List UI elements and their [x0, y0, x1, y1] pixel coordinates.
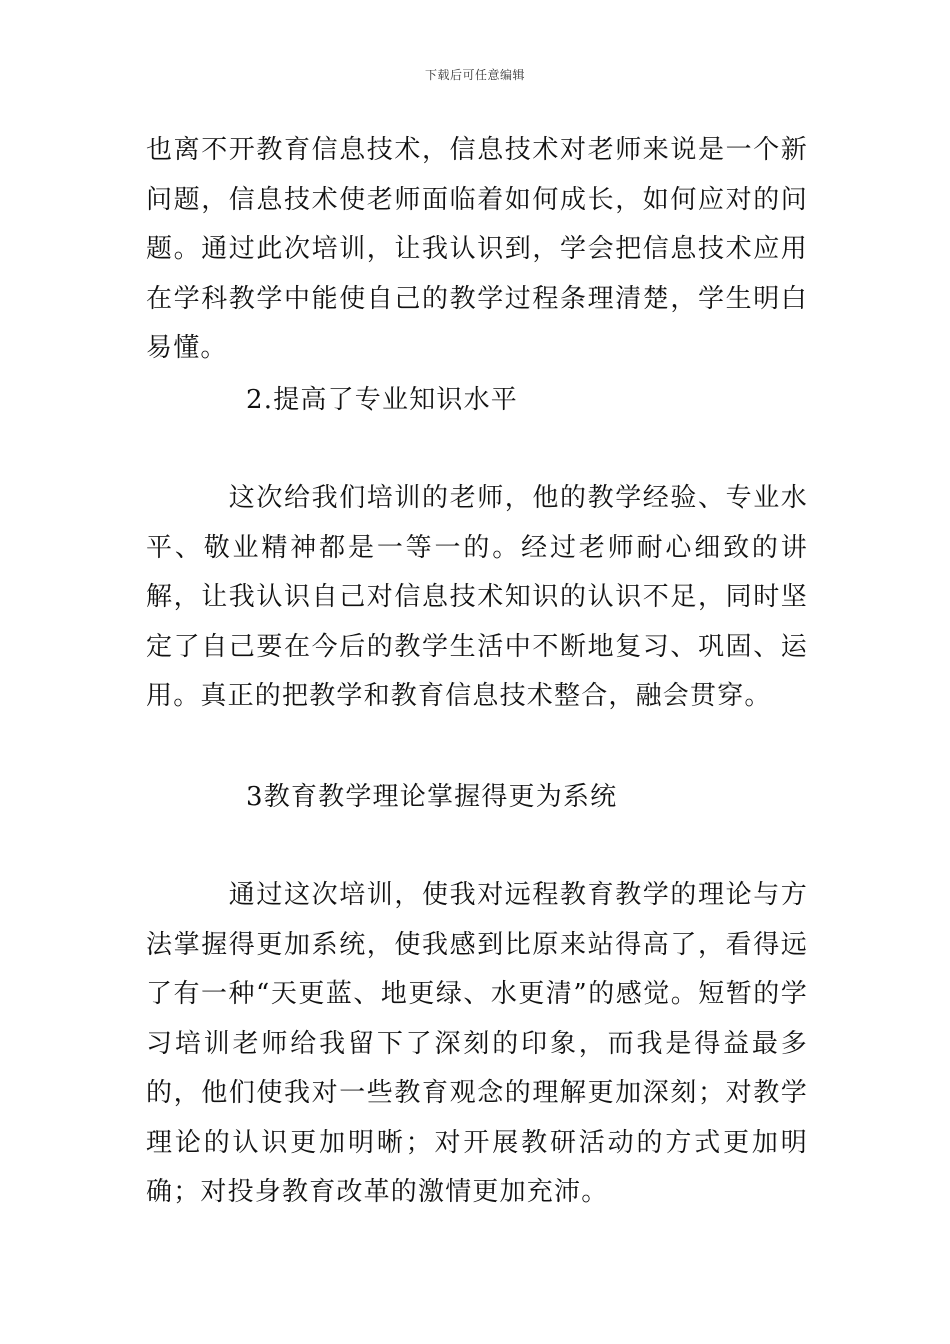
paragraph-remote-education-theory: 通过这次培训，使我对远程教育教学的理论与方法掌握得更加系统，使我感到比原来站得高了，看得远了有一种“天更蓝、地更绿、水更清”的感觉。短暂的学习培训老师给我留下了深刻的印象，而我是得益最多的，他们使我对一些教育观念的理解更加深刻；对教学理论的认识更加明晰；对开展教研活动的方式更加明确；对投身教育改革的激情更加充沛。 [146, 880, 808, 1207]
section-heading-education-theory: 3教育教学理论掌握得更为系统 [246, 782, 618, 812]
paragraph-information-technology: 也离不开教育信息技术，信息技术对老师来说是一个新问题，信息技术使老师面临着如何成长，如何应对的问题。通过此次培训，让我认识到，学会把信息技术应用在学科教学中能使自己的教学过程条理清楚，学生明白易懂。 [146, 135, 808, 363]
page-header-note: 下载后可任意编辑 [424, 68, 525, 82]
section-heading-professional-knowledge: 2.提高了专业知识水平 [246, 385, 519, 415]
paragraph-training-teacher: 这次给我们培训的老师，他的教学经验、专业水平、敬业精神都是一等一的。经过老师耐心细致的讲解，让我认识自己对信息技术知识的认识不足，同时坚定了自己要在今后的教学生活中不断地复习、巩固、运用。真正的把教学和教育信息技术整合，融会贯穿。 [146, 483, 808, 711]
